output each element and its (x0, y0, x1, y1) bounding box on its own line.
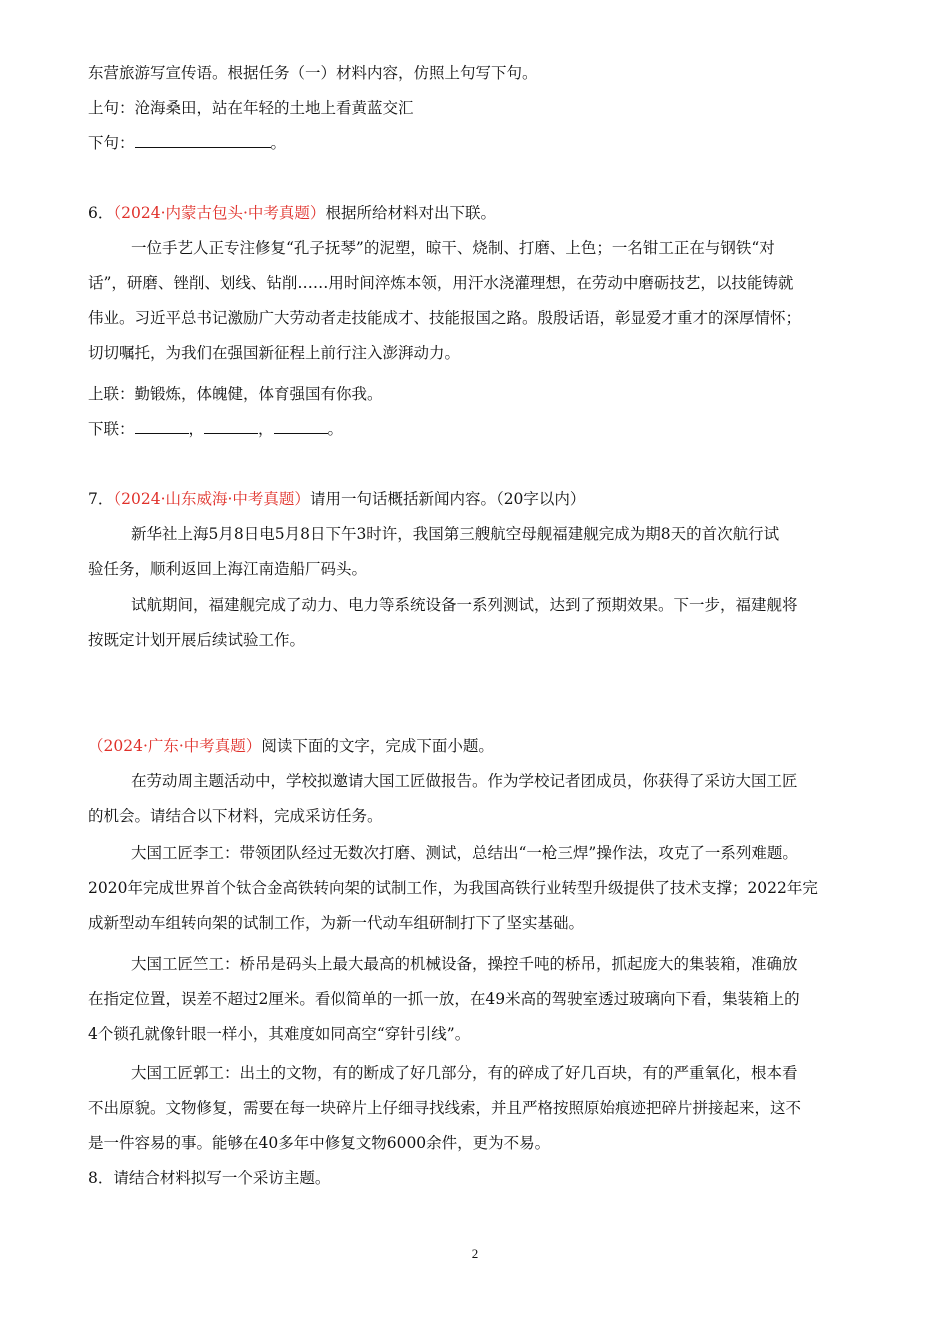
question-prompt: 阅读下面的文字，完成下面小题。 (261, 737, 494, 755)
q7-para-line: 试航期间，福建舰完成了动力、电力等系统设备一系列测试，达到了预期效果。下一步，福建舰将 (131, 596, 798, 614)
page-number: 2 (471, 1246, 479, 1261)
q6-upper-couplet: 上联：勤锻炼，体魄健，体育强国有你我。 (88, 385, 383, 403)
question-prompt: 请用一句话概括新闻内容。（20字以内） (309, 490, 586, 508)
question-number: 6． (88, 204, 114, 222)
gd-li-line: 成新型动车组转向架的试制工作，为新一代动车组研制打下了坚实基础。 (88, 914, 585, 932)
intro-instruction: 东营旅游写宣传语。根据任务（一）材料内容，仿照上句写下句。 (88, 64, 538, 82)
answer-blank[interactable] (274, 419, 328, 434)
q6-lower-couplet: 下联： ， ， 。 (88, 420, 344, 438)
gd-intro-line: 在劳动周主题活动中，学校拟邀请大国工匠做报告。作为学校记者团成员，你获得了采访大国工匠 (131, 772, 798, 790)
gd-zhu-line: 4个锁孔就像针眼一样小，其难度如同高空“穿针引线”。 (88, 1025, 471, 1043)
question-8: 8．请结合材料拟写一个采访主题。 (88, 1169, 331, 1187)
question-7-header (88, 488, 864, 510)
q7-para-line: 新华社上海5月8日电5月8日下午3时许，我国第三艘航空母舰福建舰完成为期8天的首次航行试 (131, 525, 780, 543)
q6-para-line: 伟业。习近平总书记激励广大劳动者走技能成才、技能报国之路。殷殷话语，彰显爱才重才的深厚情怀； (88, 309, 802, 327)
question-6-header (88, 202, 864, 224)
q7-para-line: 验任务，顺利返回上海江南造船厂码头。 (88, 560, 368, 578)
gd-li-line: 大国工匠李工：带领团队经过无数次打磨、测试，总结出“一枪三焊”操作法，攻克了一系列难题。 (131, 844, 798, 862)
question-source: （2024·广东·中考真题） (88, 737, 262, 755)
gd-zhu-line: 在指定位置，误差不超过2厘米。看似简单的一抓一放，在49米高的驾驶室透过玻璃向下看，集装箱上的 (88, 990, 800, 1008)
q6-para-line: 一位手艺人正专注修复“孔子抚琴”的泥塑，晾干、烧制、打磨、上色；一名钳工正在与钢铁“对 (131, 239, 775, 257)
question-number: 7． (88, 490, 114, 508)
lower-label: 下句： (88, 134, 135, 152)
intro-lower-line: 下句： 。 (88, 134, 287, 152)
question-source: （2024·山东威海·中考真题） (113, 490, 310, 508)
gd-guo-line: 是一件容易的事。能够在40多年中修复文物6000余件，更为不易。 (88, 1134, 551, 1152)
gd-zhu-line: 大国工匠竺工：桥吊是码头上最大最高的机械设备，操控千吨的桥吊，抓起庞大的集装箱，准确放 (131, 955, 798, 973)
answer-blank[interactable] (135, 419, 189, 434)
gd-li-line: 2020年完成世界首个钛合金高铁转向架的试制工作，为我国高铁行业转型升级提供了技术支撑；2022年完 (88, 879, 818, 897)
q7-para-line: 按既定计划开展后续试验工作。 (88, 631, 306, 649)
q6-para-line: 话”，研磨、锉削、划线、钻削……用时间淬炼本领，用汗水浇灌理想，在劳动中磨砺技艺，以技能铸就 (88, 274, 794, 292)
gd-intro-line: 的机会。请结合以下材料，完成采访任务。 (88, 807, 383, 825)
gd-guo-line: 大国工匠郭工：出土的文物，有的断成了好几部分，有的碎成了好几百块，有的严重氧化，根本看 (131, 1064, 798, 1082)
reading-section-header (88, 735, 864, 757)
gd-guo-line: 不出原貌。文物修复，需要在每一块碎片上仔细寻找线索，并且严格按照原始痕迹把碎片拼接起来，这不 (88, 1099, 802, 1117)
answer-blank[interactable] (204, 419, 258, 434)
intro-upper-line: 上句：沧海桑田，站在年轻的土地上看黄蓝交汇 (88, 99, 414, 117)
q6-para-line: 切切嘱托，为我们在强国新征程上前行注入澎湃动力。 (88, 344, 461, 362)
question-source: （2024·内蒙古包头·中考真题） (113, 204, 326, 222)
answer-blank[interactable] (135, 133, 271, 148)
question-prompt: 根据所给材料对出下联。 (325, 204, 496, 222)
